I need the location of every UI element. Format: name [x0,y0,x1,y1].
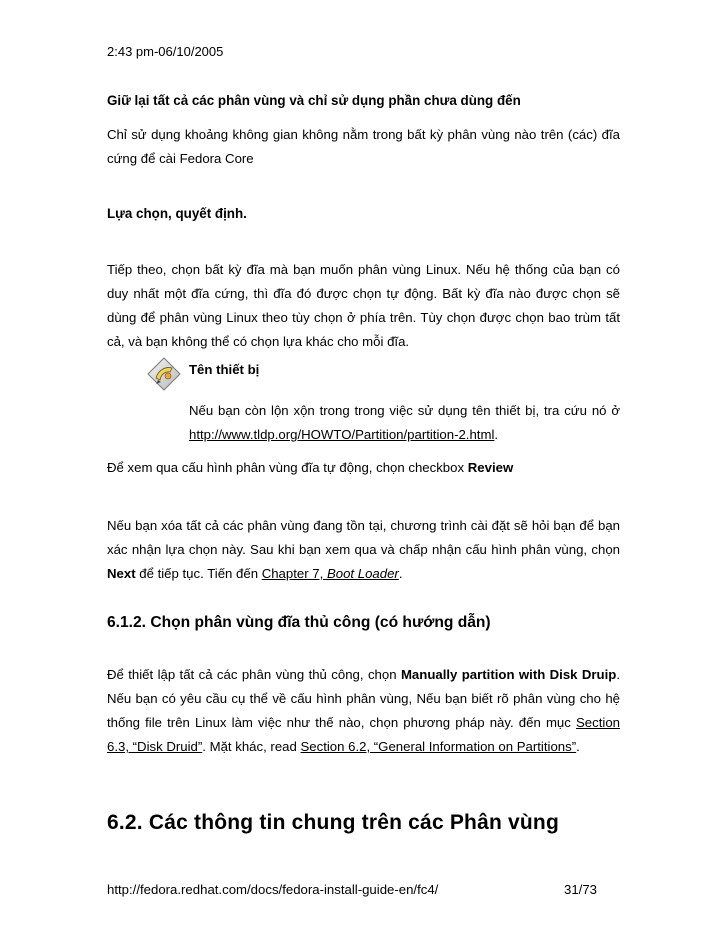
note-text: Nếu bạn còn lộn xộn trong trong việc sử dụng tên thiết bị, tra cứu nó ở [189,403,620,418]
manual-text-1: Để thiết lập tất cả các phân vùng thủ công, chọn [107,667,401,682]
section-62-heading: 6.2. Các thông tin chung trên các Phân vùng [107,811,559,834]
note-body [189,399,620,447]
footer-page-number: 31/73 [564,882,598,897]
section-keep-title: Giữ lại tất cả các phân vùng và chỉ sử dụng phần chưa dùng đến [107,93,521,108]
review-paragraph [107,456,620,480]
disk-druid-link[interactable]: Section 6.3, “Disk Druid” [107,715,620,754]
manual-text-2: . Nếu bạn có yêu cầu cụ thể về cấu hình phân vùng, Nếu bạn biết rõ phân vùng cho hệ thống file trên Linux làm việc như thế nào, chọn phương pháp này. đến mục [107,667,621,730]
manual-text-3: . Mặt khác, read [202,739,301,754]
manual-bold: Manually partition with Disk Druip [400,667,617,682]
partition-howto-link[interactable]: http://www.tldp.org/HOWTO/Partition/partition-2.html [189,427,495,442]
page-timestamp: 2:43 pm-06/10/2005 [107,44,224,59]
delete-text-2: để tiếp tục. Tiến đến [135,566,262,581]
note-title: Tên thiết bị [189,362,260,377]
manual-paragraph [107,663,620,759]
note-text-end: . [494,427,499,442]
section-choose-title: Lựa chọn, quyết định. [107,206,247,221]
delete-text-3: . [398,566,403,581]
review-text: Để xem qua cấu hình phân vùng đĩa tự động, chọn checkbox [107,460,468,475]
review-bold: Review [467,460,514,475]
general-info-link[interactable]: Section 6.2, “General Information on Partitions” [300,739,577,754]
note-icon [144,354,184,394]
section-keep-body: Chỉ sử dụng khoảng không gian không nằm trong bất kỳ phân vùng nào trên (các) đĩa cứng để cài Fedora Core [107,127,620,166]
manual-heading: 6.1.2. Chọn phân vùng đĩa thủ công (có hướng dẫn) [107,614,491,631]
next-bold: Next [107,566,136,581]
section-choose-body: Tiếp theo, chọn bất kỳ đĩa mà bạn muốn phân vùng Linux. Nếu hệ thống của bạn có duy nhất một đĩa cứng, thì đĩa đó được chọn tự động. Bất kỳ đĩa nào được chọn sẽ dùng để phân vùng Linux theo tùy chọn ở phía trên. Tùy chọn được chọn bao trùm tất cả, và bạn không thể có chọn lựa khác cho mỗi đĩa. [107,262,620,349]
delete-text-1: Nếu bạn xóa tất cả các phân vùng đang tồn tại, chương trình cài đặt sẽ hỏi bạn để bạn xác nhận lựa chọn này. Sau khi bạn xem qua và chấp nhận cấu hình phân vùng, chọn [107,518,620,557]
footer-url: http://fedora.redhat.com/docs/fedora-install-guide-en/fc4/ [107,882,439,897]
delete-paragraph [107,514,620,586]
chapter7-link[interactable]: Chapter 7, Boot Loader [261,566,399,581]
manual-text-4: . [576,739,580,754]
